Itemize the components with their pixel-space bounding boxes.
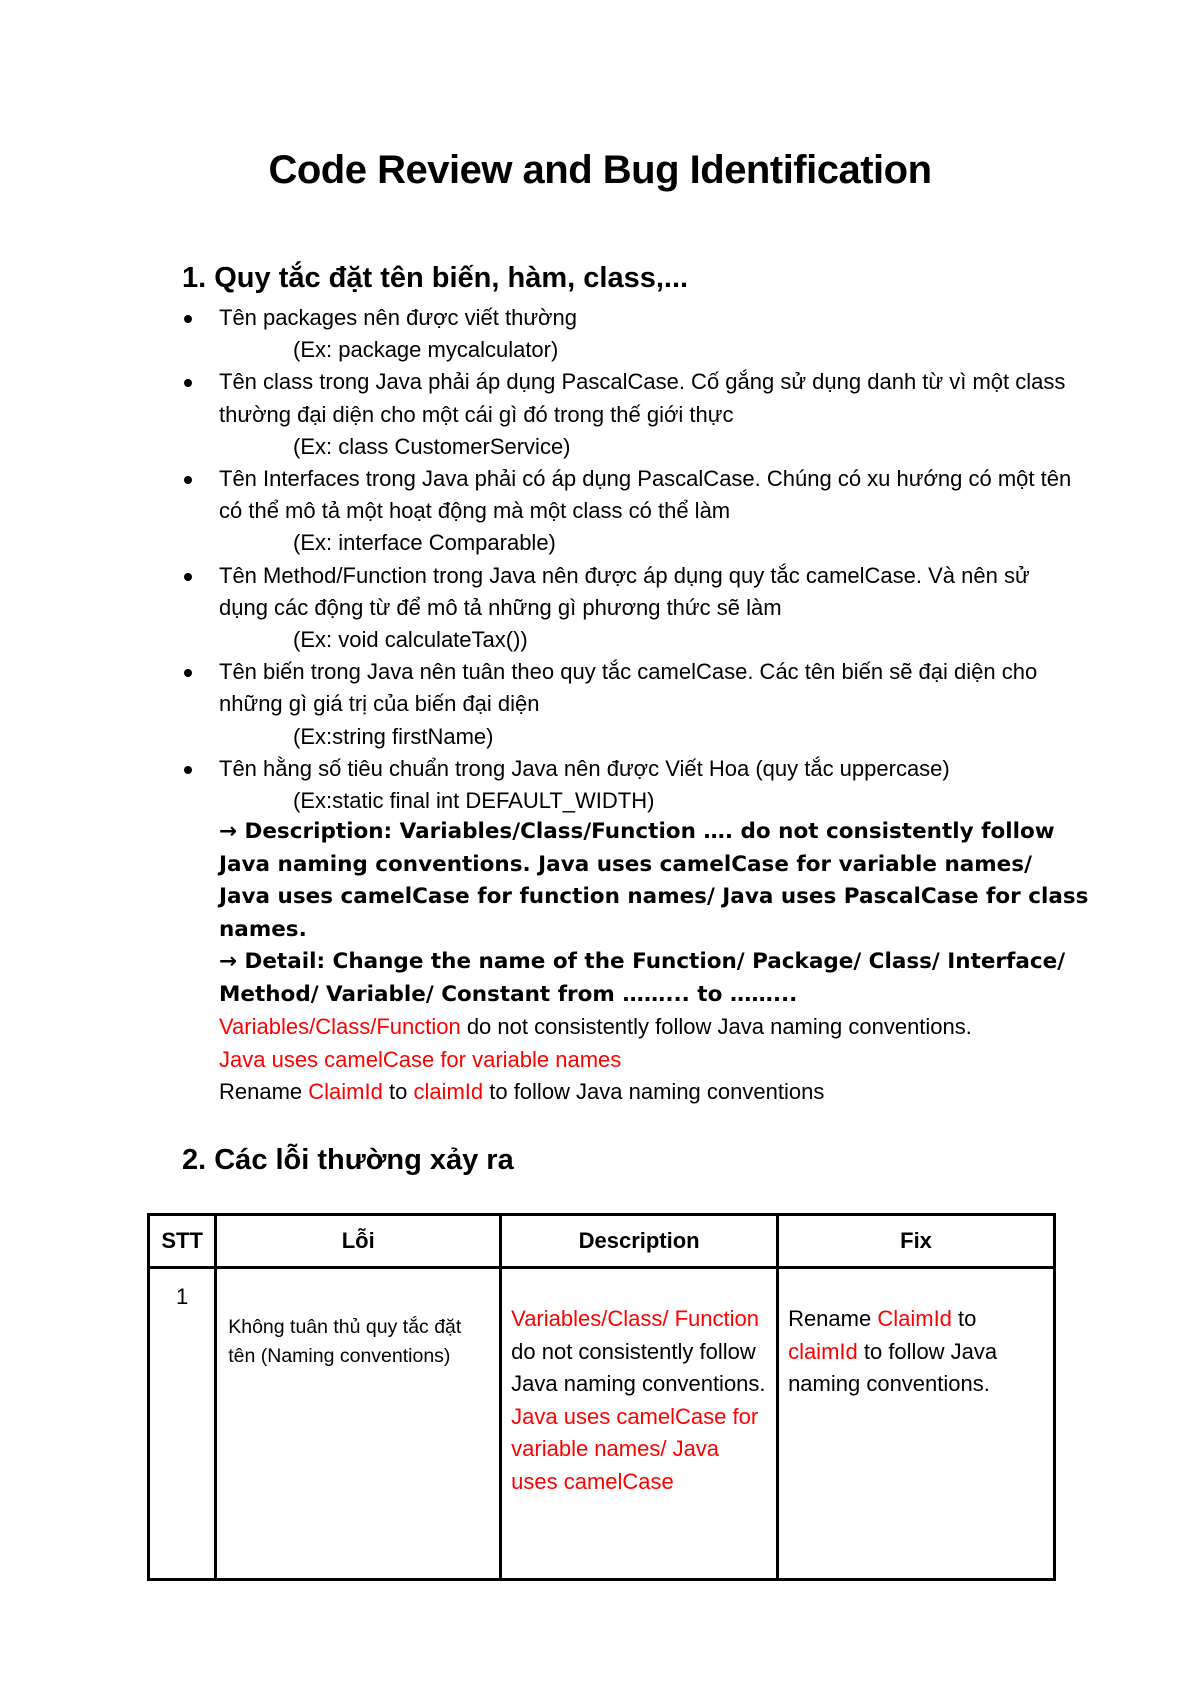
old-name: ClaimId: [308, 1079, 383, 1104]
bullet-icon: [184, 379, 192, 387]
section-1-heading: 1. Quy tắc đặt tên biến, hàm, class,...: [182, 262, 689, 294]
rule-text: Tên biến trong Java nên tuân theo quy tắc camelCase. Các tên biến sẽ đại diện cho những gì giá trị của biến đại diện: [219, 659, 1038, 717]
example-text: to follow Java naming conventions: [483, 1079, 825, 1104]
bullet-icon: [184, 476, 192, 484]
cell-loi: Không tuân thủ quy tắc đặt tên (Naming conventions): [216, 1268, 501, 1580]
cell-fix: [778, 1268, 1055, 1580]
header-fix: Fix: [778, 1215, 1055, 1268]
rule-example: (Ex:static final int DEFAULT_WIDTH): [293, 788, 655, 814]
list-item: [182, 656, 1082, 753]
bullet-icon: [184, 669, 192, 677]
bullet-icon: [184, 573, 192, 581]
example-line-2: Java uses camelCase for variable names: [219, 1046, 622, 1072]
example-text: do not consistently follow Java naming conventions.: [460, 1014, 972, 1039]
cell-description: [501, 1268, 778, 1580]
example-text: to: [382, 1079, 414, 1104]
document-title: Code Review and Bug Identification: [268, 148, 932, 192]
rule-example: (Ex:string firstName): [293, 723, 494, 749]
cell-text: to: [951, 1306, 977, 1331]
cell-stt: 1: [149, 1268, 216, 1580]
header-loi: Lỗi: [216, 1215, 501, 1268]
cell-text: do not consistently follow Java naming conventions.: [511, 1338, 766, 1396]
errors-table: [147, 1213, 1056, 1581]
bullet-icon: [184, 315, 192, 323]
rule-example: (Ex: class CustomerService): [293, 433, 571, 459]
naming-rules-list: [182, 302, 1082, 817]
description-line: → Description: Variables/Class/Function …. do not consistently follow Java naming conventions. Java uses camelCase for variable names/ Java uses camelCase for function names/ Java uses PascalCase for class names.: [219, 819, 1089, 942]
list-item: [182, 753, 1082, 817]
header-stt: STT: [149, 1215, 216, 1268]
table-row: [149, 1268, 1055, 1580]
rule-example: (Ex: void calculateTax()): [293, 627, 528, 653]
description-detail-block: [219, 816, 1089, 1011]
table-header-row: [149, 1215, 1055, 1268]
list-item: [182, 560, 1082, 657]
new-name: claimId: [788, 1338, 858, 1364]
rule-text: Tên class trong Java phải áp dụng PascalCase. Cố gắng sử dụng danh từ vì một class thường đại diện cho một cái gì đó trong thế giới thực: [219, 369, 1066, 427]
rule-text: Tên Interfaces trong Java phải có áp dụng PascalCase. Chúng có xu hướng có một tên có thể mô tả một hoạt động mà một class có thể làm: [219, 466, 1072, 524]
section-2-heading: 2. Các lỗi thường xảy ra: [182, 1144, 514, 1176]
naming-example-block: [219, 1011, 1089, 1109]
detail-line: → Detail: Change the name of the Function/ Package/ Class/ Interface/ Method/ Variable/ Constant from ……... to ……...: [219, 949, 1066, 1007]
highlight-text: Variables/Class/ Function: [511, 1306, 759, 1331]
list-item: [182, 366, 1082, 463]
rule-example: (Ex: interface Comparable): [293, 530, 556, 556]
new-name: claimId: [413, 1079, 484, 1104]
cell-text: to follow Java naming conventions.: [788, 1338, 998, 1396]
list-item: [182, 302, 1082, 366]
cell-text: Rename: [788, 1306, 878, 1331]
rule-text: Tên packages nên được viết thường: [219, 305, 577, 330]
list-item: [182, 463, 1082, 560]
rule-text: Tên Method/Function trong Java nên được áp dụng quy tắc camelCase. Và nên sử dụng các động từ để mô tả những gì phương thức sẽ làm: [219, 562, 1030, 620]
bullet-icon: [184, 766, 192, 774]
example-line-1: [219, 1011, 1089, 1044]
rule-text: Tên hằng số tiêu chuẩn trong Java nên được Viết Hoa (quy tắc uppercase): [219, 755, 950, 781]
old-name: ClaimId: [877, 1306, 952, 1331]
highlight-text: Variables/Class/Function: [219, 1014, 461, 1039]
example-line-3: [219, 1076, 1089, 1109]
example-text: Rename: [219, 1079, 309, 1104]
highlight-text: Java uses camelCase for variable names/ Java uses camelCase: [511, 1403, 759, 1494]
rule-example: (Ex: package mycalculator): [293, 337, 559, 363]
header-description: Description: [501, 1215, 778, 1268]
